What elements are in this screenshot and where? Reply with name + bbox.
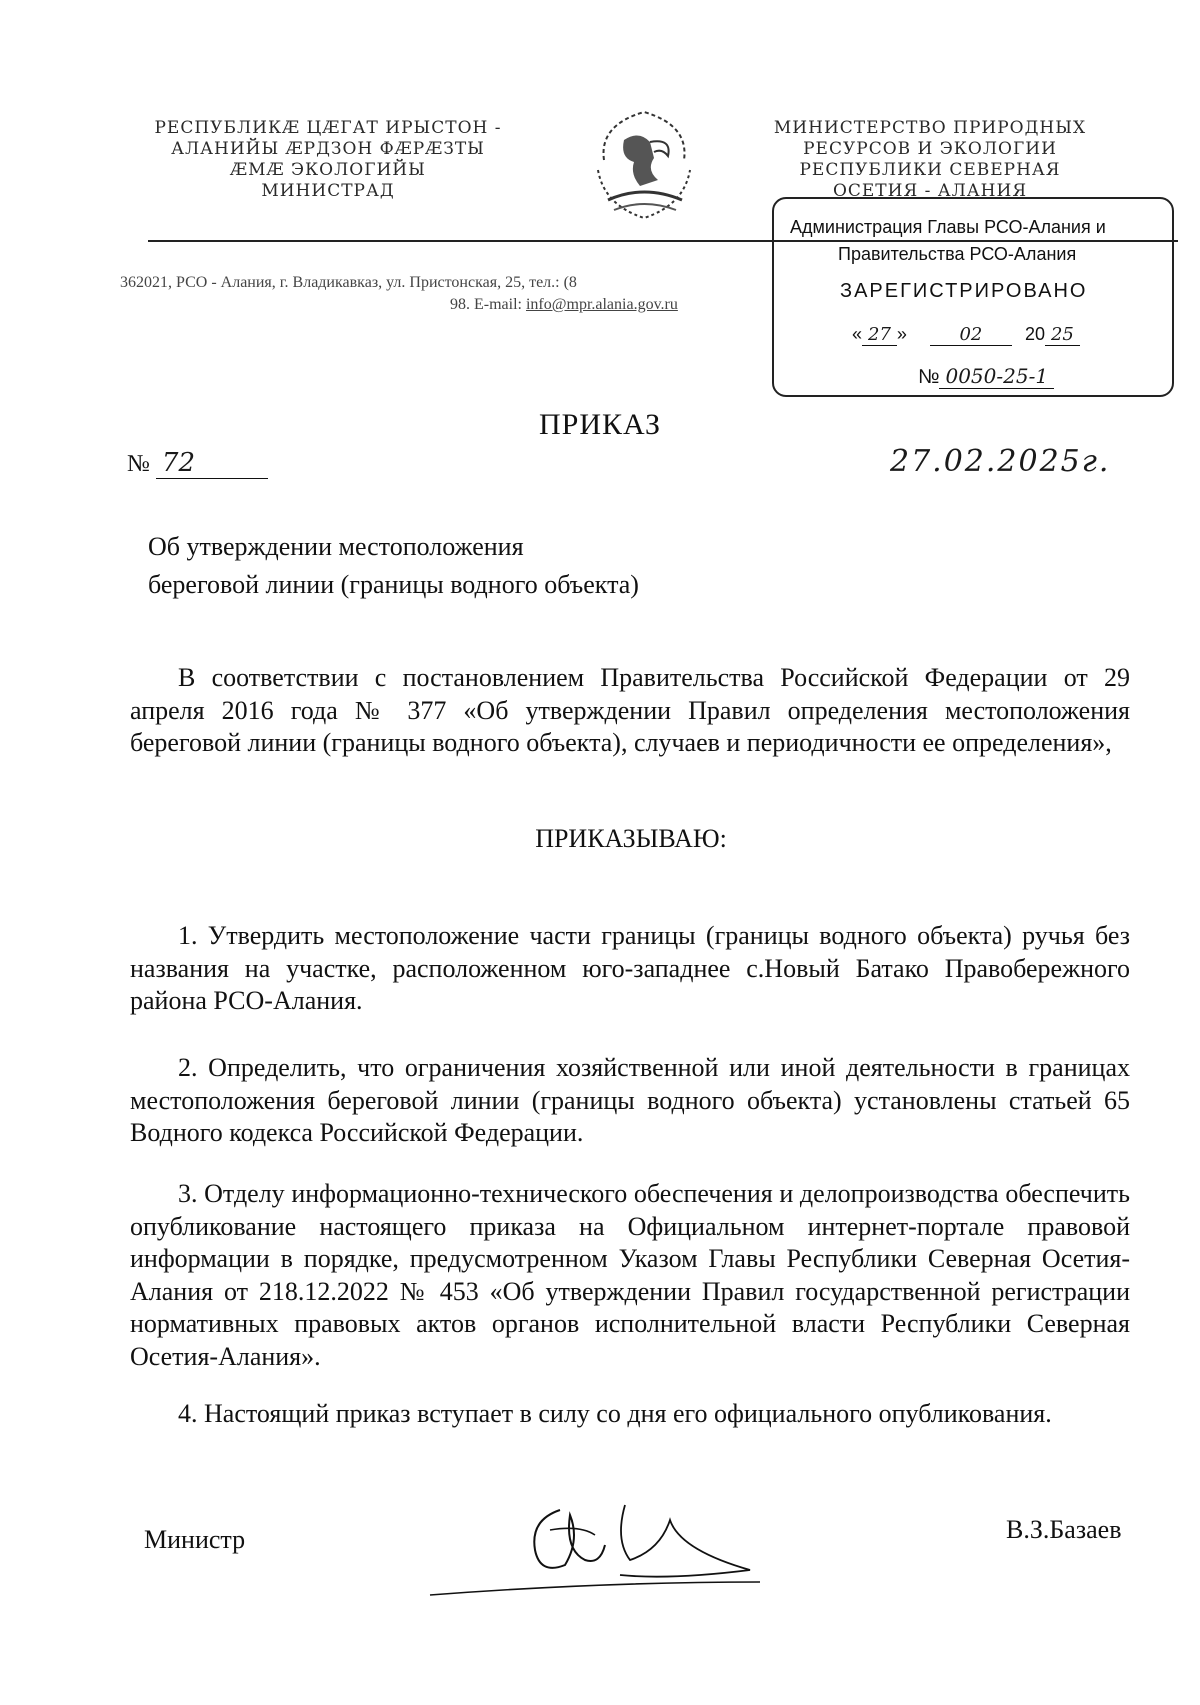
preamble-text: В соответствии с постановлением Правительства Российской Федерации от 29 апреля 2016 года № 377 «Об утверждении Правил определения местоположения береговой линии (границы водного объекта), случаев и периодичности ее определения», bbox=[130, 663, 1130, 757]
document-number-value: 72 bbox=[156, 448, 268, 479]
contacts-line-2 bbox=[120, 294, 760, 316]
contacts-prefix: 98. E-mail: bbox=[450, 296, 526, 313]
header-right-line: ОСЕТИЯ - АЛАНИЯ bbox=[832, 181, 1028, 201]
header-left-line: АЛАНИЙЫ ӔРДЗОН ФӔРӔЗТЫ bbox=[171, 139, 485, 159]
order-item-4 bbox=[130, 1398, 1130, 1431]
signature-name: В.З.Базаев bbox=[1006, 1515, 1122, 1544]
subject-line: Об утверждении местоположения bbox=[148, 532, 524, 561]
stamp-number-value: 0050-25-1 bbox=[939, 364, 1054, 389]
stamp-date: « 27 » 02 20 25 bbox=[852, 324, 1080, 346]
header-left-line: МИНИСТРАД bbox=[261, 181, 395, 201]
order-word: ПРИКАЗЫВАЮ: bbox=[535, 824, 727, 853]
order-item-3 bbox=[130, 1178, 1130, 1373]
header-right-russian bbox=[740, 118, 1120, 202]
contacts-block bbox=[120, 272, 760, 316]
document-date: 27.02.2025г. bbox=[890, 444, 1111, 479]
coat-of-arms-icon bbox=[584, 100, 704, 230]
email-link[interactable]: info@mpr.alania.gov.ru bbox=[525, 296, 678, 313]
order-item-text: 2. Определить, что ограничения хозяйственной или иной деятельности в границах местоположения береговой линии (границы водного объекта) установлены статьей 65 Водного кодекса Российской Федерации. bbox=[130, 1053, 1130, 1147]
header-left-line: ӔМӔ ЭКОЛОГИЙЫ bbox=[230, 160, 426, 180]
contacts-line: 362021, РСО - Алания, г. Владикавказ, ул. Пристонская, 25, тел.: (8 bbox=[120, 274, 577, 291]
stamp-month: 02 bbox=[930, 324, 1012, 346]
document-number-label: № bbox=[127, 451, 150, 477]
header-right-line: МИНИСТЕРСТВО ПРИРОДНЫХ bbox=[773, 118, 1087, 138]
stamp-org-line: Администрация Главы РСО-Алания и bbox=[790, 217, 1106, 237]
subject-line: береговой линии (границы водного объекта) bbox=[148, 570, 639, 599]
document-number bbox=[127, 448, 268, 479]
stamp-number bbox=[918, 364, 1054, 389]
document-subject bbox=[148, 528, 639, 604]
stamp-day: 27 bbox=[862, 324, 897, 346]
order-item-text: 4. Настоящий приказ вступает в силу со дня его официального опубликования. bbox=[178, 1399, 1052, 1428]
header-right-line: РЕСПУБЛИКИ СЕВЕРНАЯ bbox=[799, 160, 1061, 180]
header-right-line: РЕСУРСОВ И ЭКОЛОГИИ bbox=[803, 139, 1057, 159]
signature-role: Министр bbox=[144, 1525, 246, 1554]
stamp-year-prefix: 20 bbox=[1024, 324, 1045, 344]
header-left-line: РЕСПУБЛИКӔ ЦӔГАТ ИРЫСТОН - bbox=[154, 118, 502, 138]
handwritten-signature bbox=[420, 1470, 820, 1620]
order-item-2 bbox=[130, 1052, 1130, 1150]
header-left-ossetian bbox=[118, 118, 538, 202]
order-item-1 bbox=[130, 920, 1130, 1018]
stamp-status: ЗАРЕГИСТРИРОВАНО bbox=[840, 280, 1088, 302]
preamble-paragraph bbox=[130, 662, 1130, 760]
stamp-org-line: Правительства РСО-Алания bbox=[838, 244, 1077, 264]
document-title: ПРИКАЗ bbox=[539, 408, 661, 441]
order-item-text: 1. Утвердить местоположение части границы (границы водного объекта) ручья без названия на участке, расположенном юго-западнее с.Новый Батако Правобережного района РСО-Алания. bbox=[130, 921, 1130, 1015]
stamp-number-label: № bbox=[918, 366, 940, 388]
stamp-year-suffix: 25 bbox=[1045, 324, 1080, 346]
order-item-text: 3. Отделу информационно-технического обеспечения и делопроизводства обеспечить опубликование настоящего приказа на Официальном интернет-портале правовой информации в порядке, предусмотренном Указом Главы Республики Северная Осетия-Алания от 218.12.2022 № 453 «Об утверждении Правил государственной регистрации нормативных правовых актов органов исполнительной власти Республики Северная Осетия-Алания». bbox=[130, 1179, 1130, 1371]
